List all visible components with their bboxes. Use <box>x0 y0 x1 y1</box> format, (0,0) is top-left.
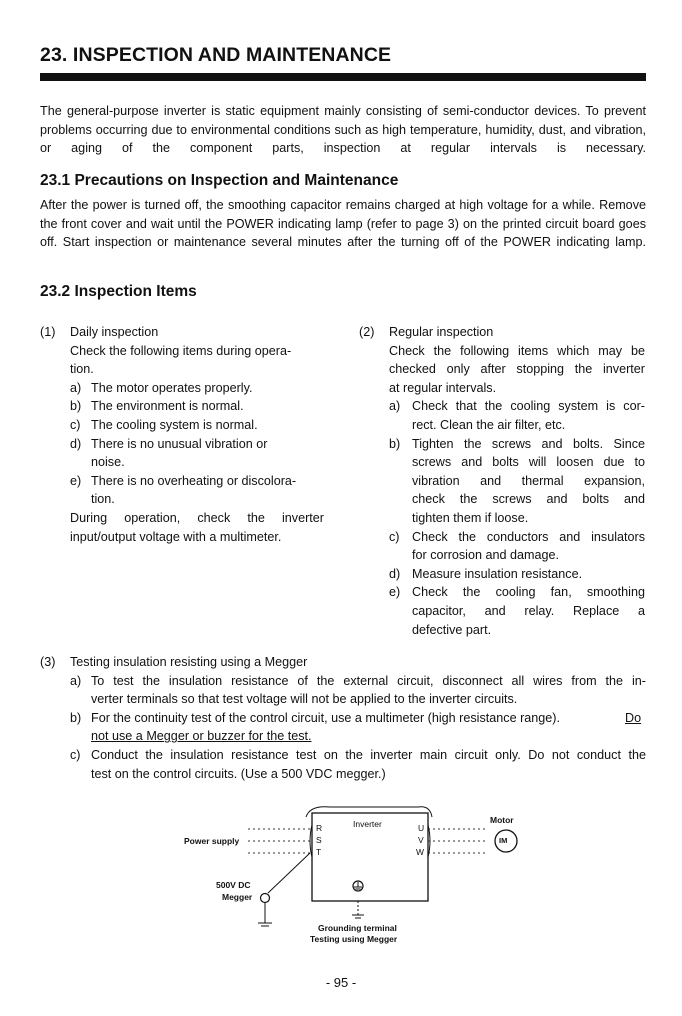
testing-item-a-line2: verter terminals so that test voltage will not be applied to the inverter circuits. <box>91 692 518 707</box>
regular-item-e-line3: defective part. <box>412 622 492 637</box>
page-title: 23. INSPECTION AND MAINTENANCE <box>40 44 392 66</box>
terminal-u: U <box>418 823 425 833</box>
daily-inspection-block <box>40 323 340 553</box>
regular-item-c-line1: Check the conductors and insulators <box>412 529 645 544</box>
regular-title: Regular inspection <box>389 325 494 339</box>
testing-item-c-line1: Conduct the insulation resistance test on the inverter main circuit only. Do not conduct the <box>91 748 646 762</box>
daily-item-a-label: a) <box>70 380 82 395</box>
regular-number: (2) <box>359 325 375 339</box>
testing-item-b-underlined-start: Do <box>625 710 642 725</box>
regular-item-d-label: d) <box>389 566 401 581</box>
regular-item-b-line5: tighten them if loose. <box>412 511 529 525</box>
title-rule <box>40 73 646 81</box>
page-number: - 95 - <box>325 975 357 990</box>
testing-title: Testing insulation resisting using a Megger <box>70 655 308 669</box>
megger-test-diagram <box>180 803 530 953</box>
top-link <box>306 807 432 817</box>
daily-during-line2: input/output voltage with a multimeter. <box>70 529 282 544</box>
daily-item-e-line1: There is no overheating or discolora- <box>91 473 297 488</box>
daily-title: Daily inspection <box>70 325 159 339</box>
daily-item-d-label: d) <box>70 436 82 451</box>
terminal-r: R <box>316 823 323 833</box>
testing-item-b-label: b) <box>70 710 82 725</box>
daily-item-e-label: e) <box>70 473 82 488</box>
regular-intro-line2: checked only after stopping the inverter <box>389 362 645 377</box>
precautions-paragraph: After the power is turned off, the smoothing capacitor remains charged at high voltage for a while. Remove the front cover and wait until the POWER indicating lamp (refer to page 3) on the printed circuit board goes off. Start inspection or maintenance several minutes after the turning off of the POWER indicating lamp. <box>40 198 646 250</box>
daily-item-b: The environment is normal. <box>91 399 244 414</box>
regular-item-b-line2: screws and bolts will loosen due to <box>412 455 645 470</box>
daily-intro-line1: Check the following items during opera- <box>70 343 292 358</box>
terminal-v: V <box>418 835 424 845</box>
megger-label: Megger <box>222 892 253 902</box>
im-label: IM <box>499 836 508 845</box>
testing-megger-label: Testing using Megger <box>310 934 398 944</box>
testing-number: (3) <box>40 655 56 669</box>
regular-item-c-line2: for corrosion and damage. <box>412 548 560 563</box>
section-heading-precautions: 23.1 Precautions on Inspection and Maintenance <box>40 172 399 189</box>
regular-item-e-line1: Check the cooling fan, smoothing <box>412 585 645 600</box>
terminal-w: W <box>416 847 425 857</box>
regular-item-b-line3: vibration and thermal expansion, <box>412 473 645 488</box>
daily-item-d-line1: There is no unusual vibration or <box>91 436 268 451</box>
regular-intro-line3: at regular intervals. <box>389 380 497 395</box>
regular-item-b-line4: check the screws and bolts and <box>412 492 645 507</box>
terminal-t: T <box>316 847 322 857</box>
testing-block <box>40 653 650 783</box>
regular-item-a-line1: Check that the cooling system is cor- <box>412 399 645 414</box>
daily-item-c-label: c) <box>70 418 81 432</box>
testing-item-c-line2: test on the control circuits. (Use a 500 VDC megger.) <box>91 766 386 781</box>
section-heading-inspection-items: 23.2 Inspection Items <box>40 283 197 300</box>
daily-during-line1: During operation, check the inverter <box>70 511 324 525</box>
intro-paragraph: The general-purpose inverter is static equipment mainly consisting of semi-conductor devices. To prevent problems occurring due to environmental conditions such as high temperature, humidity, dust, and vibration, or aging of the component parts, inspection at regular intervals is necessary. <box>40 104 646 156</box>
motor-label: Motor <box>490 815 514 825</box>
daily-number: (1) <box>40 325 56 339</box>
megger-terminal <box>261 894 270 903</box>
daily-intro-line2: tion. <box>70 362 94 377</box>
testing-item-b-line2: not use a Megger or buzzer for the test. <box>91 729 312 744</box>
daily-item-c: The cooling system is normal. <box>91 418 258 432</box>
megger-voltage-label: 500V DC <box>216 880 251 890</box>
regular-item-e-line2: capacitor, and relay. Replace a <box>412 604 645 618</box>
testing-item-b-line1: For the continuity test of the control circuit, use a multimeter (high resistance range). <box>91 710 560 725</box>
regular-item-a-label: a) <box>389 399 401 414</box>
daily-item-d-line2: noise. <box>91 455 125 470</box>
regular-item-d: Measure insulation resistance. <box>412 566 583 581</box>
daily-item-e-line2: tion. <box>91 492 115 507</box>
megger-lead <box>268 853 310 893</box>
regular-item-c-label: c) <box>389 529 400 544</box>
inverter-label: Inverter <box>353 819 382 829</box>
regular-intro-line1: Check the following items which may be <box>389 343 645 358</box>
daily-item-b-label: b) <box>70 399 82 414</box>
testing-item-a-line1: To test the insulation resistance of the external circuit, disconnect all wires from the in- <box>91 673 646 688</box>
terminal-s: S <box>316 835 322 845</box>
regular-item-b-line1: Tighten the screws and bolts. Since <box>412 436 645 451</box>
regular-item-e-label: e) <box>389 585 401 600</box>
regular-item-a-line2: rect. Clean the air filter, etc. <box>412 418 566 432</box>
testing-item-c-label: c) <box>70 748 81 762</box>
regular-item-b-label: b) <box>389 436 401 451</box>
testing-item-a-label: a) <box>70 673 82 688</box>
regular-inspection-block <box>359 323 649 643</box>
daily-item-a: The motor operates properly. <box>91 380 253 395</box>
grounding-terminal-label: Grounding terminal <box>318 923 397 933</box>
power-supply-label: Power supply <box>184 836 240 846</box>
